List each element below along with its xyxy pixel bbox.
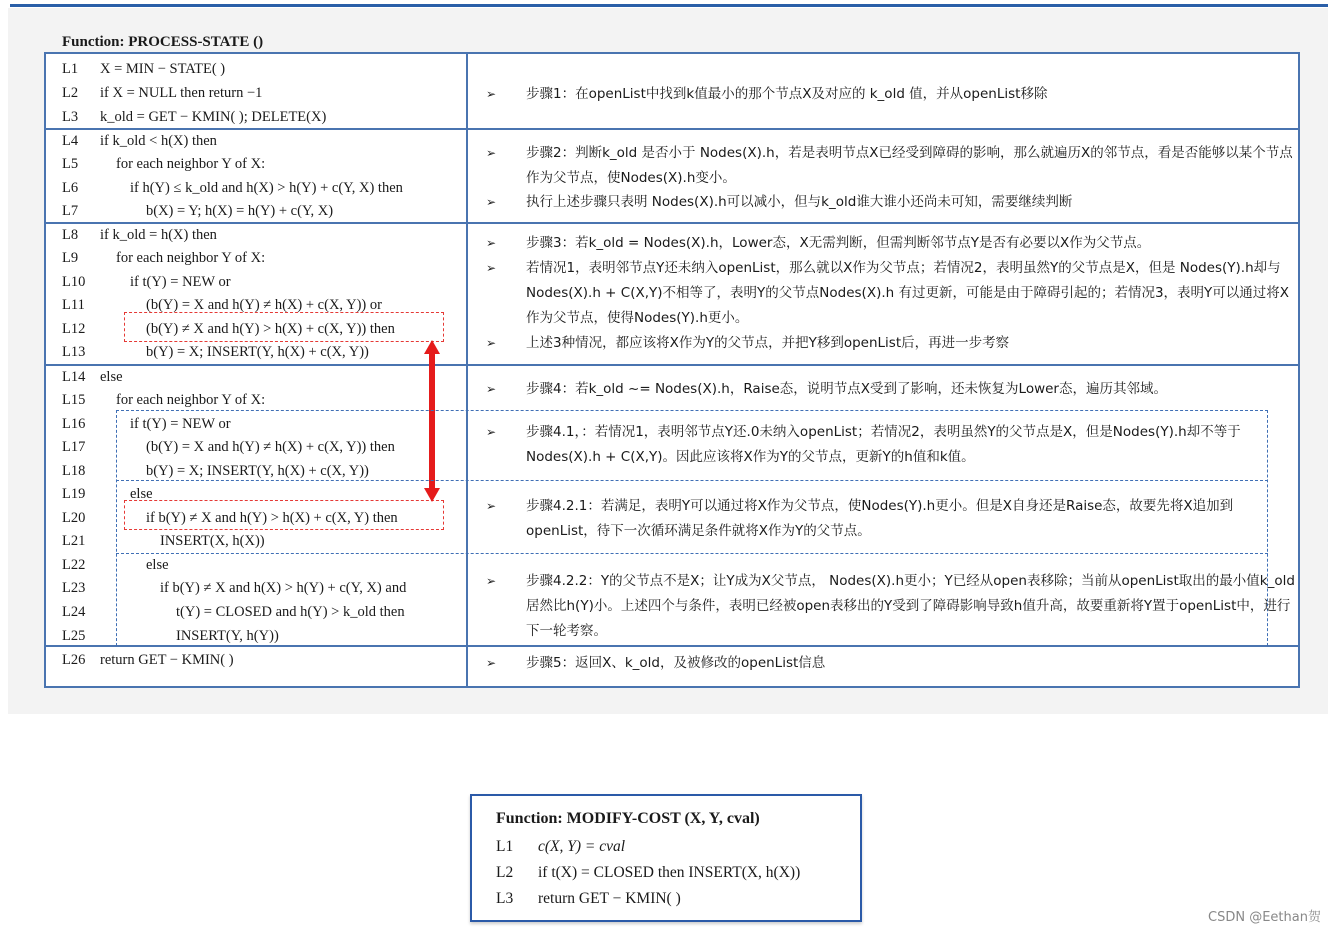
line-code: b(X) = Y; h(X) = h(Y) + c(Y, X) xyxy=(146,203,334,219)
step-text: 步骤4.2.2：Y的父节点不是X；让Y成为X父节点， Nodes(X).h更小；Y已经从open表移除；当前从openList取出的最小值k_old居然比h(Y)小。上述四个与条件，表明已经被open表移出的Y受到了障碍影响导致h值升高，故要重新将Y置于openList中，进行下一轮考察。 xyxy=(526,573,1295,639)
line-code: b(Y) = X; INSERT(Y, h(X) + c(X, Y)) xyxy=(146,344,369,360)
line-code: c(X, Y) = cval xyxy=(538,838,626,855)
line-code: if t(Y) = NEW or xyxy=(130,274,231,290)
line-number: L7 xyxy=(62,203,79,219)
arrow-bullet-icon: ➢ xyxy=(486,425,497,439)
modify-cost-line xyxy=(496,864,801,882)
highlight-box-l12 xyxy=(124,312,444,342)
line-number: L19 xyxy=(62,486,86,502)
arrow-bullet-icon: ➢ xyxy=(486,382,497,396)
line-number: L4 xyxy=(62,133,79,149)
line-number: L2 xyxy=(62,85,79,101)
step-text: 步骤3：若k_old = Nodes(X).h，Lower态，X无需判断，但需判断邻节点Y是否有必要以X作为父节点。 xyxy=(526,235,1151,251)
line-code: for each neighbor Y of X: xyxy=(116,156,266,172)
line-code: if k_old = h(X) then xyxy=(100,227,217,243)
step-text: 步骤5：返回X、k_old，及被修改的openList信息 xyxy=(526,655,826,671)
line-code: k_old = GET − KMIN( ); DELETE(X) xyxy=(100,109,327,125)
line-number: L25 xyxy=(62,628,86,644)
line-code: if t(Y) = NEW or xyxy=(130,416,231,432)
line-code: if b(Y) ≠ X and h(Y) > h(X) + c(X, Y) then xyxy=(146,510,398,526)
line-number: L14 xyxy=(62,369,86,385)
line-number: L18 xyxy=(62,463,86,479)
table-row-divider xyxy=(44,222,1300,224)
line-number: L26 xyxy=(62,652,86,668)
line-number: L16 xyxy=(62,416,86,432)
line-number: L9 xyxy=(62,250,79,266)
line-code: if k_old < h(X) then xyxy=(100,133,217,149)
modify-cost-title: Function: MODIFY-COST (X, Y, cval) xyxy=(496,810,760,827)
line-code: (b(Y) = X and h(Y) ≠ h(X) + c(X, Y)) then xyxy=(146,439,395,455)
step-text: 步骤1：在openList中找到k值最小的那个节点X及对应的 k_old 值，并从openList移除 xyxy=(526,86,1048,102)
table-row-divider xyxy=(44,128,1300,130)
line-number: L8 xyxy=(62,227,79,243)
step-text: 步骤2：判断k_old 是否小于 Nodes(X).h，若是表明节点X已经受到障碍的影响，那么就遍历X的邻节点，看是否能够以某个节点作为父节点，使Nodes(X).h变小。 xyxy=(526,145,1293,186)
line-code: else xyxy=(130,486,153,502)
process-state-title: Function: PROCESS-STATE () xyxy=(62,34,264,50)
line-code: X = MIN − STATE( ) xyxy=(100,61,226,77)
modify-cost-box xyxy=(470,794,862,922)
line-number: L3 xyxy=(496,890,514,907)
line-number: L23 xyxy=(62,580,86,596)
line-number: L12 xyxy=(62,321,86,337)
line-number: L10 xyxy=(62,274,86,290)
line-code: for each neighbor Y of X: xyxy=(116,250,266,266)
line-number: L1 xyxy=(62,61,79,77)
line-number: L6 xyxy=(62,180,79,196)
line-number: L13 xyxy=(62,344,86,360)
watermark: CSDN @Eethan贺 xyxy=(1208,910,1321,925)
modify-cost-line xyxy=(496,838,626,856)
step-text: 若情况1，表明邻节点Y还未纳入openList，那么就以X作为父节点；若情况2，表明虽然Y的父节点是X，但是 Nodes(Y).h却与Nodes(X).h + C(X,Y)不相等了，表明Y的父节点Nodes(X).h 有过更新，可能是由于障碍引起的；若情况3，表明Y可以通过将X作为父节点，使得Nodes(Y).h更小。 xyxy=(526,260,1290,326)
arrow-bullet-icon: ➢ xyxy=(486,195,497,209)
line-code: for each neighbor Y of X: xyxy=(116,392,266,408)
line-number: L17 xyxy=(62,439,86,455)
line-code: else xyxy=(146,557,169,573)
modify-cost-line xyxy=(496,890,681,908)
line-number: L20 xyxy=(62,510,86,526)
line-number: L11 xyxy=(62,297,85,313)
arrow-bullet-icon: ➢ xyxy=(486,146,497,160)
arrow-bullet-icon: ➢ xyxy=(486,656,497,670)
line-code: INSERT(X, h(X)) xyxy=(160,533,265,549)
line-code: b(Y) = X; INSERT(Y, h(X) + c(X, Y)) xyxy=(146,463,369,479)
arrow-bullet-icon: ➢ xyxy=(486,87,497,101)
line-code: if t(X) = CLOSED then INSERT(X, h(X)) xyxy=(538,864,801,881)
line-code: else xyxy=(100,369,123,385)
top-rule xyxy=(10,4,1328,7)
step-text: 步骤4：若k_old ~= Nodes(X).h，Raise态，说明节点X受到了影响，还未恢复为Lower态，遍历其邻域。 xyxy=(526,381,1167,397)
line-code: (b(Y) ≠ X and h(Y) > h(X) + c(X, Y)) then xyxy=(146,321,395,337)
line-code: (b(Y) = X and h(Y) ≠ h(X) + c(X, Y)) or xyxy=(146,297,382,313)
line-code: if h(Y) ≤ k_old and h(X) > h(Y) + c(Y, X) then xyxy=(130,180,403,196)
line-number: L15 xyxy=(62,392,86,408)
line-code: t(Y) = CLOSED and h(Y) > k_old then xyxy=(176,604,405,620)
line-number: L3 xyxy=(62,109,79,125)
line-number: L1 xyxy=(496,838,514,855)
arrow-bullet-icon: ➢ xyxy=(486,261,497,275)
region-divider xyxy=(116,553,1268,554)
step-text: 执行上述步骤只表明 Nodes(X).h可以减小，但与k_old谁大谁小还尚未可知，需要继续判断 xyxy=(526,194,1073,210)
line-code: if X = NULL then return −1 xyxy=(100,85,263,101)
line-code: return GET − KMIN( ) xyxy=(100,652,234,668)
region-divider xyxy=(116,480,1268,481)
line-number: L21 xyxy=(62,533,86,549)
step-text: 上述3种情况，都应该将X作为Y的父节点，并把Y移到openList后，再进一步考察 xyxy=(526,335,1010,351)
line-number: L2 xyxy=(496,864,514,881)
arrow-bullet-icon: ➢ xyxy=(486,236,497,250)
arrow-bullet-icon: ➢ xyxy=(486,574,497,588)
line-code: if b(Y) ≠ X and h(X) > h(Y) + c(Y, X) and xyxy=(160,580,407,596)
line-code: return GET − KMIN( ) xyxy=(538,890,681,907)
arrow-bullet-icon: ➢ xyxy=(486,336,497,350)
line-number: L22 xyxy=(62,557,86,573)
step-text: 步骤4.1，：若情况1，表明邻节点Y还.0未纳入openList；若情况2，表明虽然Y的父节点是X，但是Nodes(Y).h却不等于Nodes(X).h + C(X,Y)。因此应该将X作为Y的父节点，更新Y的h值和k值。 xyxy=(526,424,1241,465)
line-code: INSERT(Y, h(Y)) xyxy=(176,628,279,644)
table-row-divider xyxy=(44,364,1300,366)
arrow-bullet-icon: ➢ xyxy=(486,499,497,513)
step-text: 步骤4.2.1：若满足，表明Y可以通过将X作为父节点，使Nodes(Y).h更小。但是X自身还是Raise态，故要先将X追加到openList，待下一次循环满足条件就将X作为Y的父节点。 xyxy=(526,498,1234,539)
line-number: L24 xyxy=(62,604,86,620)
line-number: L5 xyxy=(62,156,79,172)
